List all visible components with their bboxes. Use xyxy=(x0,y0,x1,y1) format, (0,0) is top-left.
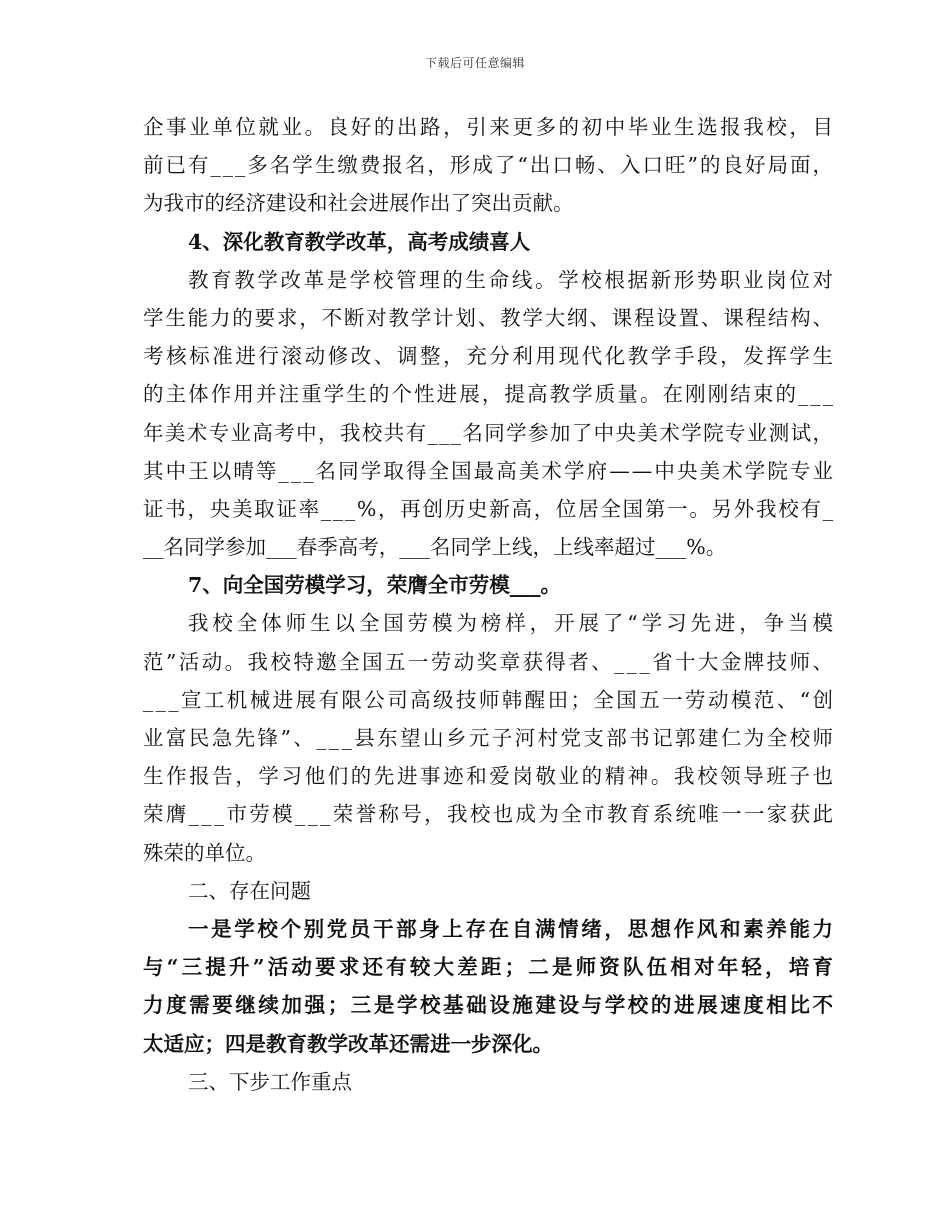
text-line xyxy=(143,757,836,795)
text-line xyxy=(143,375,836,413)
text-line-content: 的主体作用并注重学生的个性进展，提高教学质量。在刚刚结束的___ xyxy=(143,382,836,407)
text-line xyxy=(143,1025,833,1063)
text-line-content: 考核标准进行滚动修改、调整，充分利用现代化教学手段，发挥学生 xyxy=(143,344,836,369)
text-line xyxy=(143,184,833,222)
text-line-content: 生作报告，学习他们的先进事迹和爱岗敬业的精神。我校领导班子也 xyxy=(143,764,836,789)
text-line-content: 三、下步工作重点 xyxy=(188,1069,352,1094)
text-line xyxy=(143,1063,833,1101)
document-body xyxy=(143,108,837,1101)
text-line-content: 殊荣的单位。 xyxy=(143,840,266,865)
text-line-content: 教育教学改革是学校管理的生命线。学校根据新形势职业岗位对 xyxy=(188,267,836,292)
text-line xyxy=(143,872,833,910)
text-line-content: 前已有___多名学生缴费报名，形成了“出口畅、入口旺”的良好局面， xyxy=(143,153,835,178)
text-line xyxy=(143,834,833,872)
text-line-content: 7、向全国劳模学习，荣膺全市劳模___。 xyxy=(188,573,562,598)
text-line xyxy=(143,948,837,986)
text-line-content: 企事业单位就业。良好的出路，引来更多的初中毕业生选报我校，目 xyxy=(143,115,836,139)
text-line-content: 太适应；四是教育教学改革还需进一步深化。 xyxy=(143,1031,553,1056)
text-line-content: 年美术专业高考中，我校共有___名同学参加了中央美术学院专业测试， xyxy=(143,420,835,445)
text-line xyxy=(143,261,836,299)
text-line-content: 范”活动。我校特邀全国五一劳动奖章获得者、___省十大金牌技师、 xyxy=(143,649,836,674)
text-line-content: 荣膺___市劳模___荣誉称号，我校也成为全市教育系统唯一一家获此 xyxy=(143,802,836,827)
text-line-content: 二、存在问题 xyxy=(188,878,311,903)
text-line xyxy=(143,337,836,375)
text-line-content: 与“三提升”活动要求还有较大差距；二是师资队伍相对年轻，培育 xyxy=(143,955,837,980)
text-line-content: 其中王以晴等___名同学取得全国最高美术学府——中央美术学院专业 xyxy=(143,458,836,483)
text-line-content: 4、深化教育教学改革，高考成绩喜人 xyxy=(188,229,531,254)
text-line xyxy=(143,108,836,146)
text-line-content: 业富民急先锋”、___县东望山乡元子河村党支部书记郭建仁为全校师 xyxy=(143,726,836,750)
text-line xyxy=(143,414,833,452)
text-line xyxy=(143,299,833,337)
text-line-content: 证书，央美取证率___%，再创历史新高，位居全国第一。另外我校有_ xyxy=(143,496,835,521)
section-heading xyxy=(143,223,833,261)
text-line xyxy=(143,146,833,184)
text-line xyxy=(143,490,833,528)
text-line xyxy=(143,719,836,757)
text-line xyxy=(143,986,836,1024)
text-line-content: __名同学参加___春季高考，___名同学上线，上线率超过___%。 xyxy=(143,535,727,560)
text-line-content: 学生能力的要求，不断对教学计划、教学大纲、课程设置、课程结构、 xyxy=(143,305,835,330)
text-line xyxy=(143,795,836,833)
text-line-content: 为我市的经济建设和社会进展作出了突出贡献。 xyxy=(143,191,574,216)
text-line-content: 我校全体师生以全国劳模为榜样，开展了“学习先进，争当模 xyxy=(188,611,837,636)
text-line xyxy=(143,528,833,566)
text-line-content: 一是学校个别党员干部身上存在自满情绪，思想作风和素养能力 xyxy=(188,916,836,941)
text-line xyxy=(143,681,836,719)
text-line-content: ___宣工机械进展有限公司高级技师韩醒田；全国五一劳动模范、“创 xyxy=(143,687,836,712)
text-line-content: 力度需要继续加强；三是学校基础设施建设与学校的进展速度相比不 xyxy=(143,993,836,1018)
text-line xyxy=(143,604,837,642)
section-heading xyxy=(143,566,833,604)
text-line xyxy=(143,452,836,490)
text-line xyxy=(143,910,836,948)
text-line xyxy=(143,643,836,681)
page-header: 下载后可任意编辑 xyxy=(424,56,525,70)
